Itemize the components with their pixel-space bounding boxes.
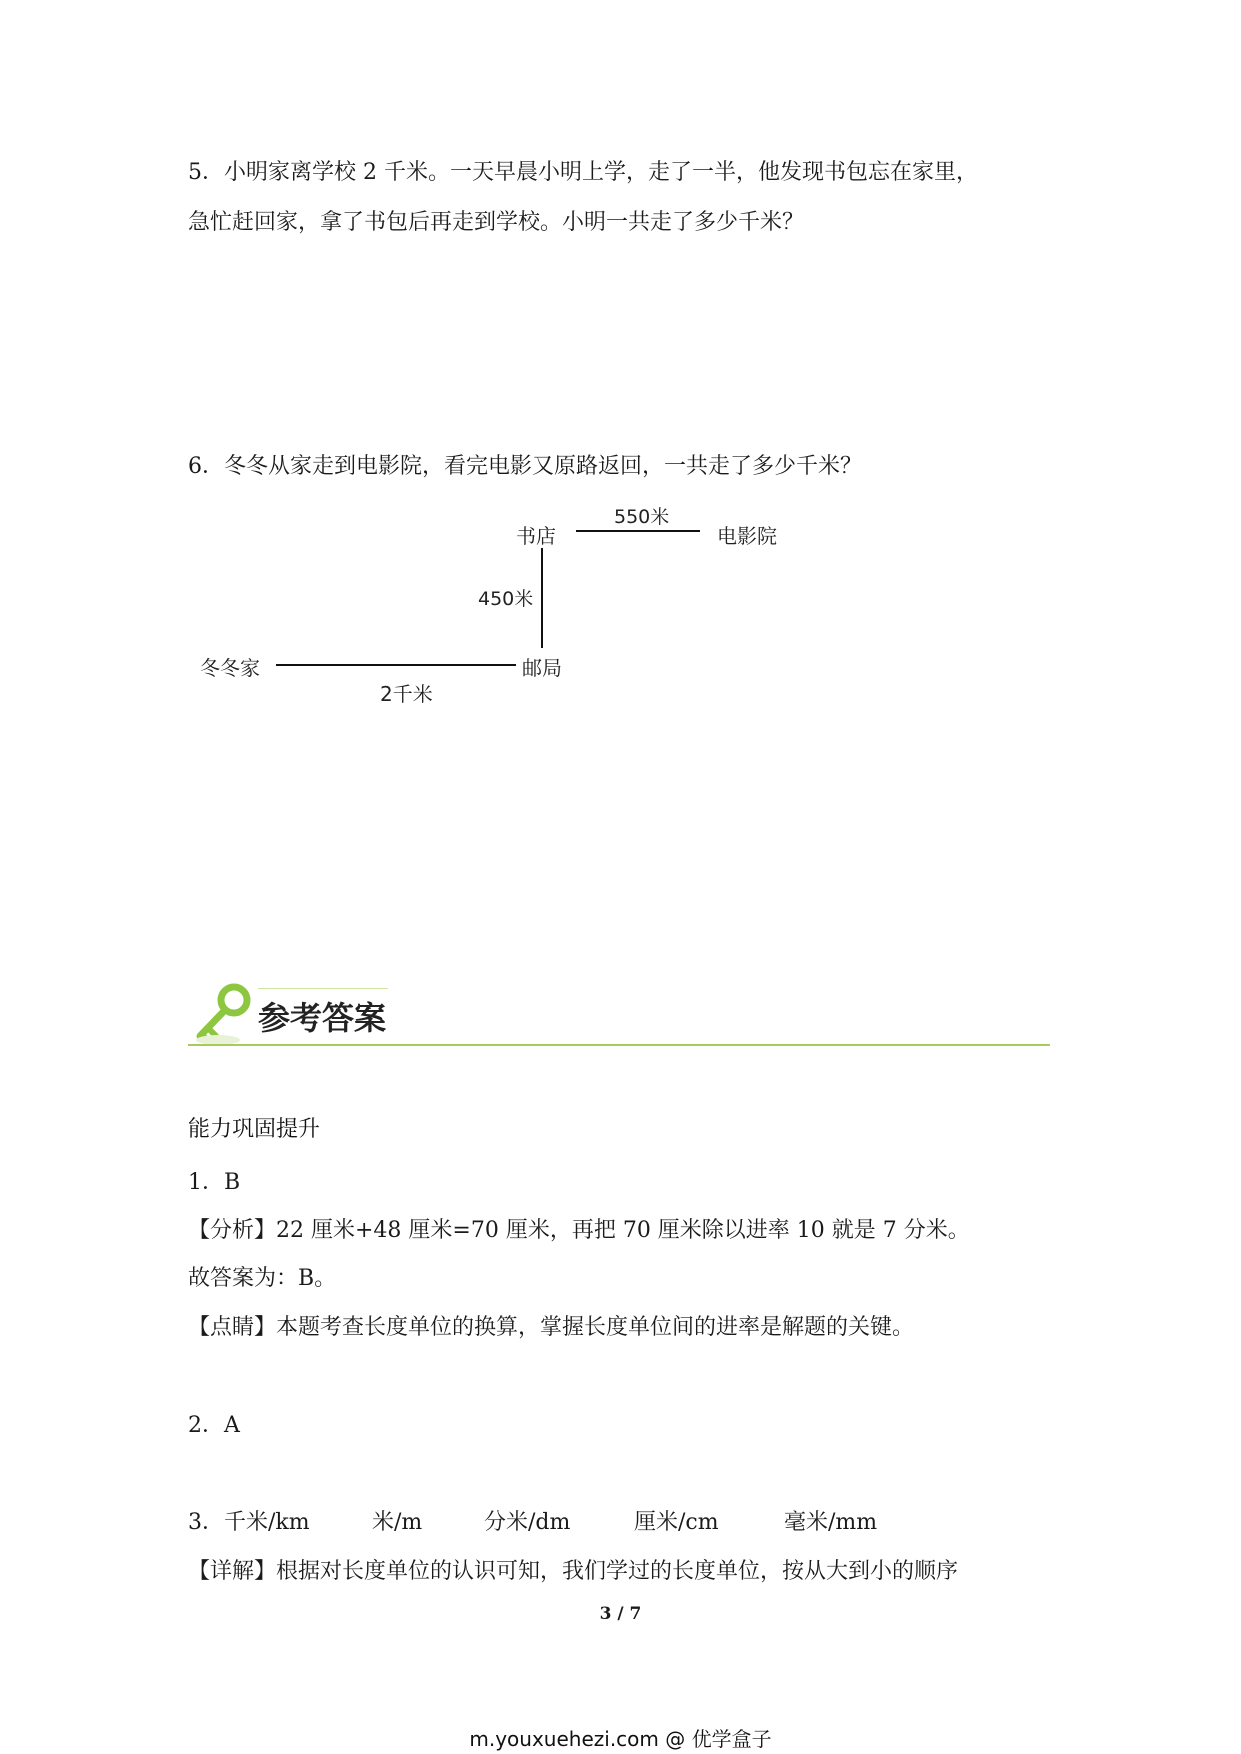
answer-3 [188,1508,877,1538]
footer-watermark: m.youxuehezi.com @ 优学盒子 [469,1727,772,1751]
unit-m: 米/m [372,1510,423,1535]
unit-mm: 毫米/mm [784,1510,878,1535]
q5-line1: 5．小明家离学校 2 千米。一天早晨小明上学，走了一半，他发现书包忘在家里， [188,160,978,185]
road-bookstore-cinema [576,530,700,532]
label-cinema: 电影院 [717,524,777,548]
unit-cm: 厘米/cm [634,1510,719,1535]
label-dist-post-bookstore: 450米 [478,588,534,610]
answer-1-analysis: 【分析】22 厘米+48 厘米=70 厘米，再把 70 厘米除以进率 10 就是 7 分米。 [188,1218,970,1243]
key-icon [188,978,260,1048]
answer-2: 2．A [188,1413,240,1438]
unit-km: 千米/km [224,1510,310,1535]
label-dist-home-post: 2千米 [380,682,433,706]
answer-1-result: 故答案为：B。 [188,1266,337,1291]
page-number: 3 / 7 [599,1604,642,1624]
answer-1: 1．B [188,1170,241,1195]
road-post-bookstore [541,548,543,648]
subheading: 能力巩固提升 [188,1117,321,1142]
unit-dm: 分米/dm [484,1510,571,1535]
q5-line2: 急忙赶回家，拿了书包后再走到学校。小明一共走了多少千米？ [188,210,805,235]
header-rule [188,1044,1050,1046]
label-post-office: 邮局 [522,656,562,680]
road-home-post [276,664,516,666]
section-title: 参考答案 [258,999,387,1037]
label-home: 冬冬家 [200,656,260,680]
label-bookstore: 书店 [516,524,556,548]
label-dist-bookstore-cinema: 550米 [614,506,670,528]
header-accent-line [258,988,388,989]
answer-3-detail: 【详解】根据对长度单位的认识可知，我们学过的长度单位，按从大到小的顺序 [188,1559,959,1584]
q6-line1: 6．冬冬从家走到电影院，看完电影又原路返回，一共走了多少千米？ [188,454,862,479]
answer-1-point: 【点睛】本题考查长度单位的换算，掌握长度单位间的进率是解题的关键。 [188,1315,915,1340]
answer-3-number: 3． [188,1510,224,1535]
